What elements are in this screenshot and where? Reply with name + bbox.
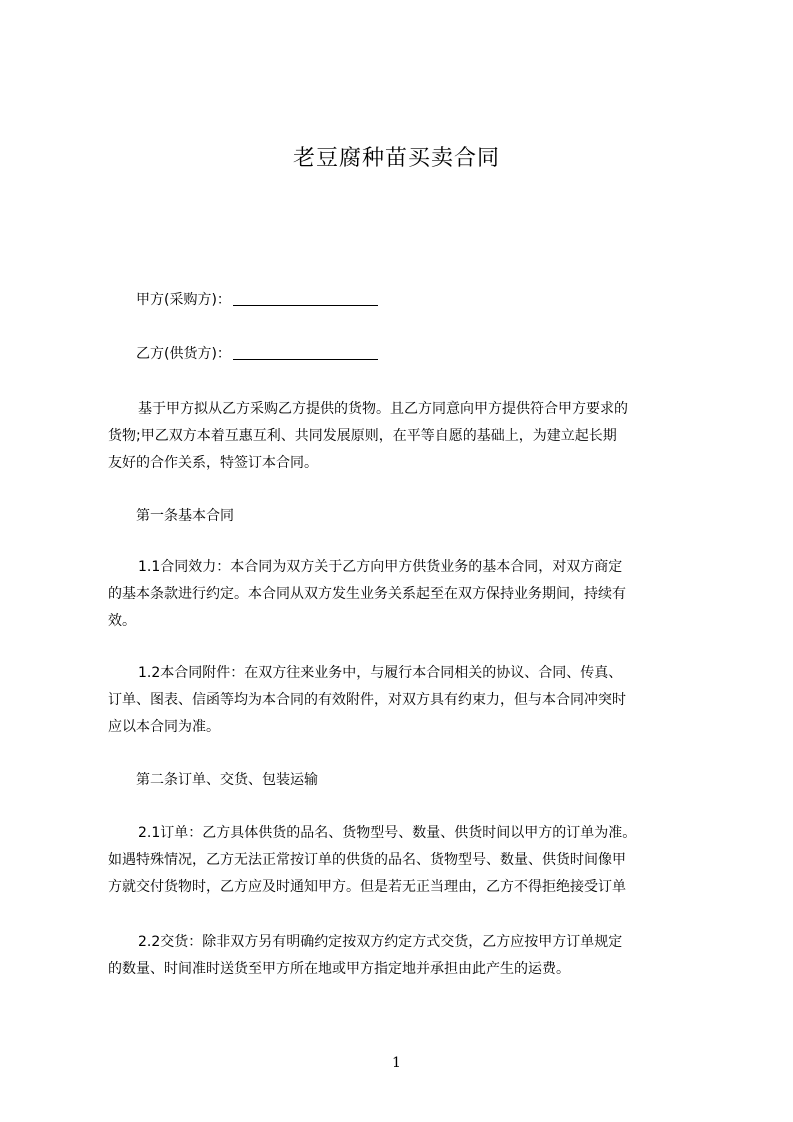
preamble-line: 基于甲方拟从乙方采购乙方提供的货物。且乙方同意向甲方提供符合甲方要求的 — [138, 401, 628, 417]
party-a-line — [136, 287, 378, 314]
party-b-line — [136, 341, 378, 368]
clause-1-1-line: 1.1合同效力：本合同为双方关于乙方向甲方供货业务的基本合同，对双方商定 — [138, 559, 623, 575]
clause-2-1-line: 如遇特殊情况，乙方无法正常按订单的供货的品名、货物型号、数量、供货时间像甲 — [108, 852, 626, 868]
preamble-line: 友好的合作关系，特签订本合同。 — [108, 455, 318, 471]
party-a-label: 甲方(采购方)： — [136, 292, 231, 308]
party-b-blank — [233, 345, 378, 360]
clause-1-2-line: 1.2本合同附件：在双方往来业务中，与履行本合同相关的协议、合同、传真、 — [138, 665, 623, 681]
clause-2-2-line: 2.2交货：除非双方另有明确约定按双方约定方式交货，乙方应按甲方订单规定 — [138, 934, 623, 950]
preamble-line: 货物;甲乙双方本着互惠互利、共同发展原则，在平等自愿的基础上，为建立起长期 — [108, 428, 617, 444]
clause-1-2-line: 应以本合同为准。 — [108, 719, 220, 735]
document-title: 老豆腐种苗买卖合同 — [292, 146, 500, 171]
clause-2-1-line: 方就交付货物时，乙方应及时通知甲方。但是若无正当理由，乙方不得拒绝接受订单 — [108, 879, 626, 895]
article-1-heading: 第一条基本合同 — [136, 508, 234, 524]
clause-2-1-line: 2.1订单：乙方具体供货的品名、货物型号、数量、供货时间以甲方的订单为准。 — [138, 825, 637, 841]
clause-1-1-line: 的基本条款进行约定。本合同从双方发生业务关系起至在双方保持业务期间，持续有 — [108, 586, 626, 602]
party-a-blank — [233, 291, 378, 306]
article-2-heading: 第二条订单、交货、包装运输 — [136, 772, 318, 788]
party-b-label: 乙方(供货方)： — [136, 346, 231, 362]
clause-2-2-line: 的数量、时间准时送货至甲方所在地或甲方指定地并承担由此产生的运费。 — [108, 961, 570, 977]
clause-1-2-line: 订单、图表、信函等均为本合同的有效附件，对双方具有约束力，但与本合同冲突时 — [108, 692, 626, 708]
clause-1-1-line: 效。 — [108, 613, 136, 629]
page-number: 1 — [392, 1055, 401, 1071]
